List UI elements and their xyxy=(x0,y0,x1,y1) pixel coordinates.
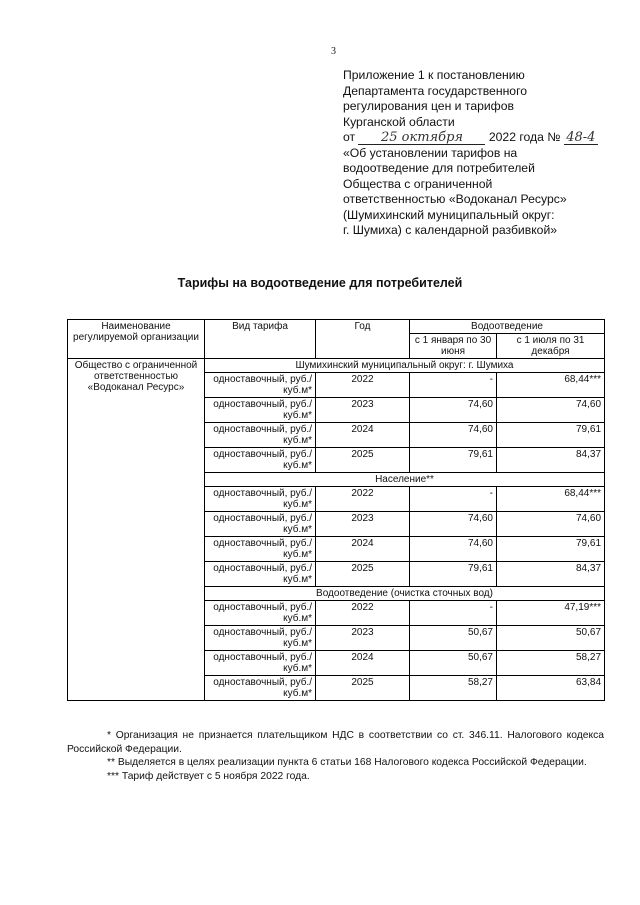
value-period-2: 74,60 xyxy=(497,398,605,423)
tariff-kind: одноставочный, руб./куб.м* xyxy=(205,398,316,423)
value-period-1: - xyxy=(410,487,497,512)
value-period-2: 50,67 xyxy=(497,626,605,651)
header-tariff-kind: Вид тарифа xyxy=(205,320,316,359)
value-period-1: 74,60 xyxy=(410,398,497,423)
appendix-subject-line: Общества с ограниченной xyxy=(343,176,493,191)
tariff-table xyxy=(67,319,605,701)
appendix-subject-line: «Об установлении тарифов на xyxy=(343,145,518,160)
footnotes xyxy=(67,729,604,783)
value-period-1: - xyxy=(410,601,497,626)
value-period-2: 79,61 xyxy=(497,537,605,562)
year-cell: 2022 xyxy=(316,487,410,512)
appendix-line: регулирования цен и тарифов xyxy=(343,99,514,113)
year-cell: 2024 xyxy=(316,537,410,562)
tariff-kind: одноставочный, руб./куб.м* xyxy=(205,373,316,398)
header-period-1: с 1 января по 30 июня xyxy=(410,334,497,359)
year-cell: 2024 xyxy=(316,651,410,676)
appendix-line: Курганской области xyxy=(343,114,455,129)
appendix-subject-line: ответственностью «Водоканал Ресурс» xyxy=(343,192,567,206)
tariff-kind: одноставочный, руб./куб.м* xyxy=(205,448,316,473)
value-period-1: 58,27 xyxy=(410,676,497,701)
organization-name: Общество с ограниченной ответственностью «Водоканал Ресурс» xyxy=(68,359,205,701)
tariff-kind: одноставочный, руб./куб.м* xyxy=(205,512,316,537)
year-cell: 2023 xyxy=(316,512,410,537)
value-period-1: 74,60 xyxy=(410,512,497,537)
page-number: 3 xyxy=(331,46,336,57)
footnote: ** Выделяется в целях реализации пункта 6 статьи 168 Налогового кодекса Российской Федерации. xyxy=(107,757,587,768)
document-title: Тарифы на водоотведение для потребителей xyxy=(177,276,463,290)
date-prefix: от xyxy=(343,130,356,144)
tariff-kind: одноставочный, руб./куб.м* xyxy=(205,537,316,562)
value-period-2: 47,19*** xyxy=(497,601,605,626)
footnote: * Организация не признается плательщиком НДС в соответствии со ст. 346.11. Налогового кодекса Российской Федерации. xyxy=(67,730,604,755)
tariff-kind: одноставочный, руб./куб.м* xyxy=(205,487,316,512)
header-wastewater: Водоотведение xyxy=(410,320,605,334)
tariff-kind: одноставочный, руб./куб.м* xyxy=(205,562,316,587)
value-period-2: 79,61 xyxy=(497,423,605,448)
tariff-kind: одноставочный, руб./куб.м* xyxy=(205,601,316,626)
year-cell: 2024 xyxy=(316,423,410,448)
header-year: Год xyxy=(316,320,410,359)
tariff-kind: одноставочный, руб./куб.м* xyxy=(205,626,316,651)
value-period-1: 50,67 xyxy=(410,651,497,676)
tariff-kind: одноставочный, руб./куб.м* xyxy=(205,423,316,448)
header-period-2: с 1 июля по 31 декабря xyxy=(497,334,605,359)
value-period-1: 74,60 xyxy=(410,423,497,448)
handwritten-number: 48-4 xyxy=(564,131,598,145)
tariff-kind: одноставочный, руб./куб.м* xyxy=(205,651,316,676)
value-period-1: 74,60 xyxy=(410,537,497,562)
date-suffix: 2022 года № xyxy=(488,130,561,144)
tariff-kind: одноставочный, руб./куб.м* xyxy=(205,676,316,701)
appendix-block xyxy=(343,68,633,239)
appendix-subject-line: водоотведение для потребителей xyxy=(343,161,535,175)
year-cell: 2025 xyxy=(316,448,410,473)
year-cell: 2025 xyxy=(316,676,410,701)
value-period-2: 63,84 xyxy=(497,676,605,701)
footnote: *** Тариф действует с 5 ноября 2022 года. xyxy=(107,770,310,782)
appendix-line: Департамента государственного xyxy=(343,83,528,98)
appendix-date-line xyxy=(343,130,633,146)
year-cell: 2023 xyxy=(316,626,410,651)
year-cell: 2022 xyxy=(316,373,410,398)
value-period-1: 50,67 xyxy=(410,626,497,651)
year-cell: 2022 xyxy=(316,601,410,626)
value-period-1: - xyxy=(410,373,497,398)
appendix-subject-line: (Шумихинский муниципальный округ: xyxy=(343,207,555,222)
value-period-2: 84,37 xyxy=(497,562,605,587)
value-period-2: 68,44*** xyxy=(497,487,605,512)
year-cell: 2025 xyxy=(316,562,410,587)
section-title: Водоотведение (очистка сточных вод) xyxy=(205,587,605,601)
section-title: Население** xyxy=(205,473,605,487)
value-period-2: 68,44*** xyxy=(497,373,605,398)
appendix-subject-line: г. Шумиха) с календарной разбивкой» xyxy=(343,223,558,237)
handwritten-date: 25 октября xyxy=(358,131,485,145)
section-title: Шумихинский муниципальный округ: г. Шумиха xyxy=(205,359,605,373)
header-organization: Наименование регулируемой организации xyxy=(68,320,205,359)
appendix-line: Приложение 1 к постановлению xyxy=(343,68,525,82)
value-period-2: 84,37 xyxy=(497,448,605,473)
value-period-2: 74,60 xyxy=(497,512,605,537)
value-period-1: 79,61 xyxy=(410,562,497,587)
year-cell: 2023 xyxy=(316,398,410,423)
value-period-1: 79,61 xyxy=(410,448,497,473)
value-period-2: 58,27 xyxy=(497,651,605,676)
